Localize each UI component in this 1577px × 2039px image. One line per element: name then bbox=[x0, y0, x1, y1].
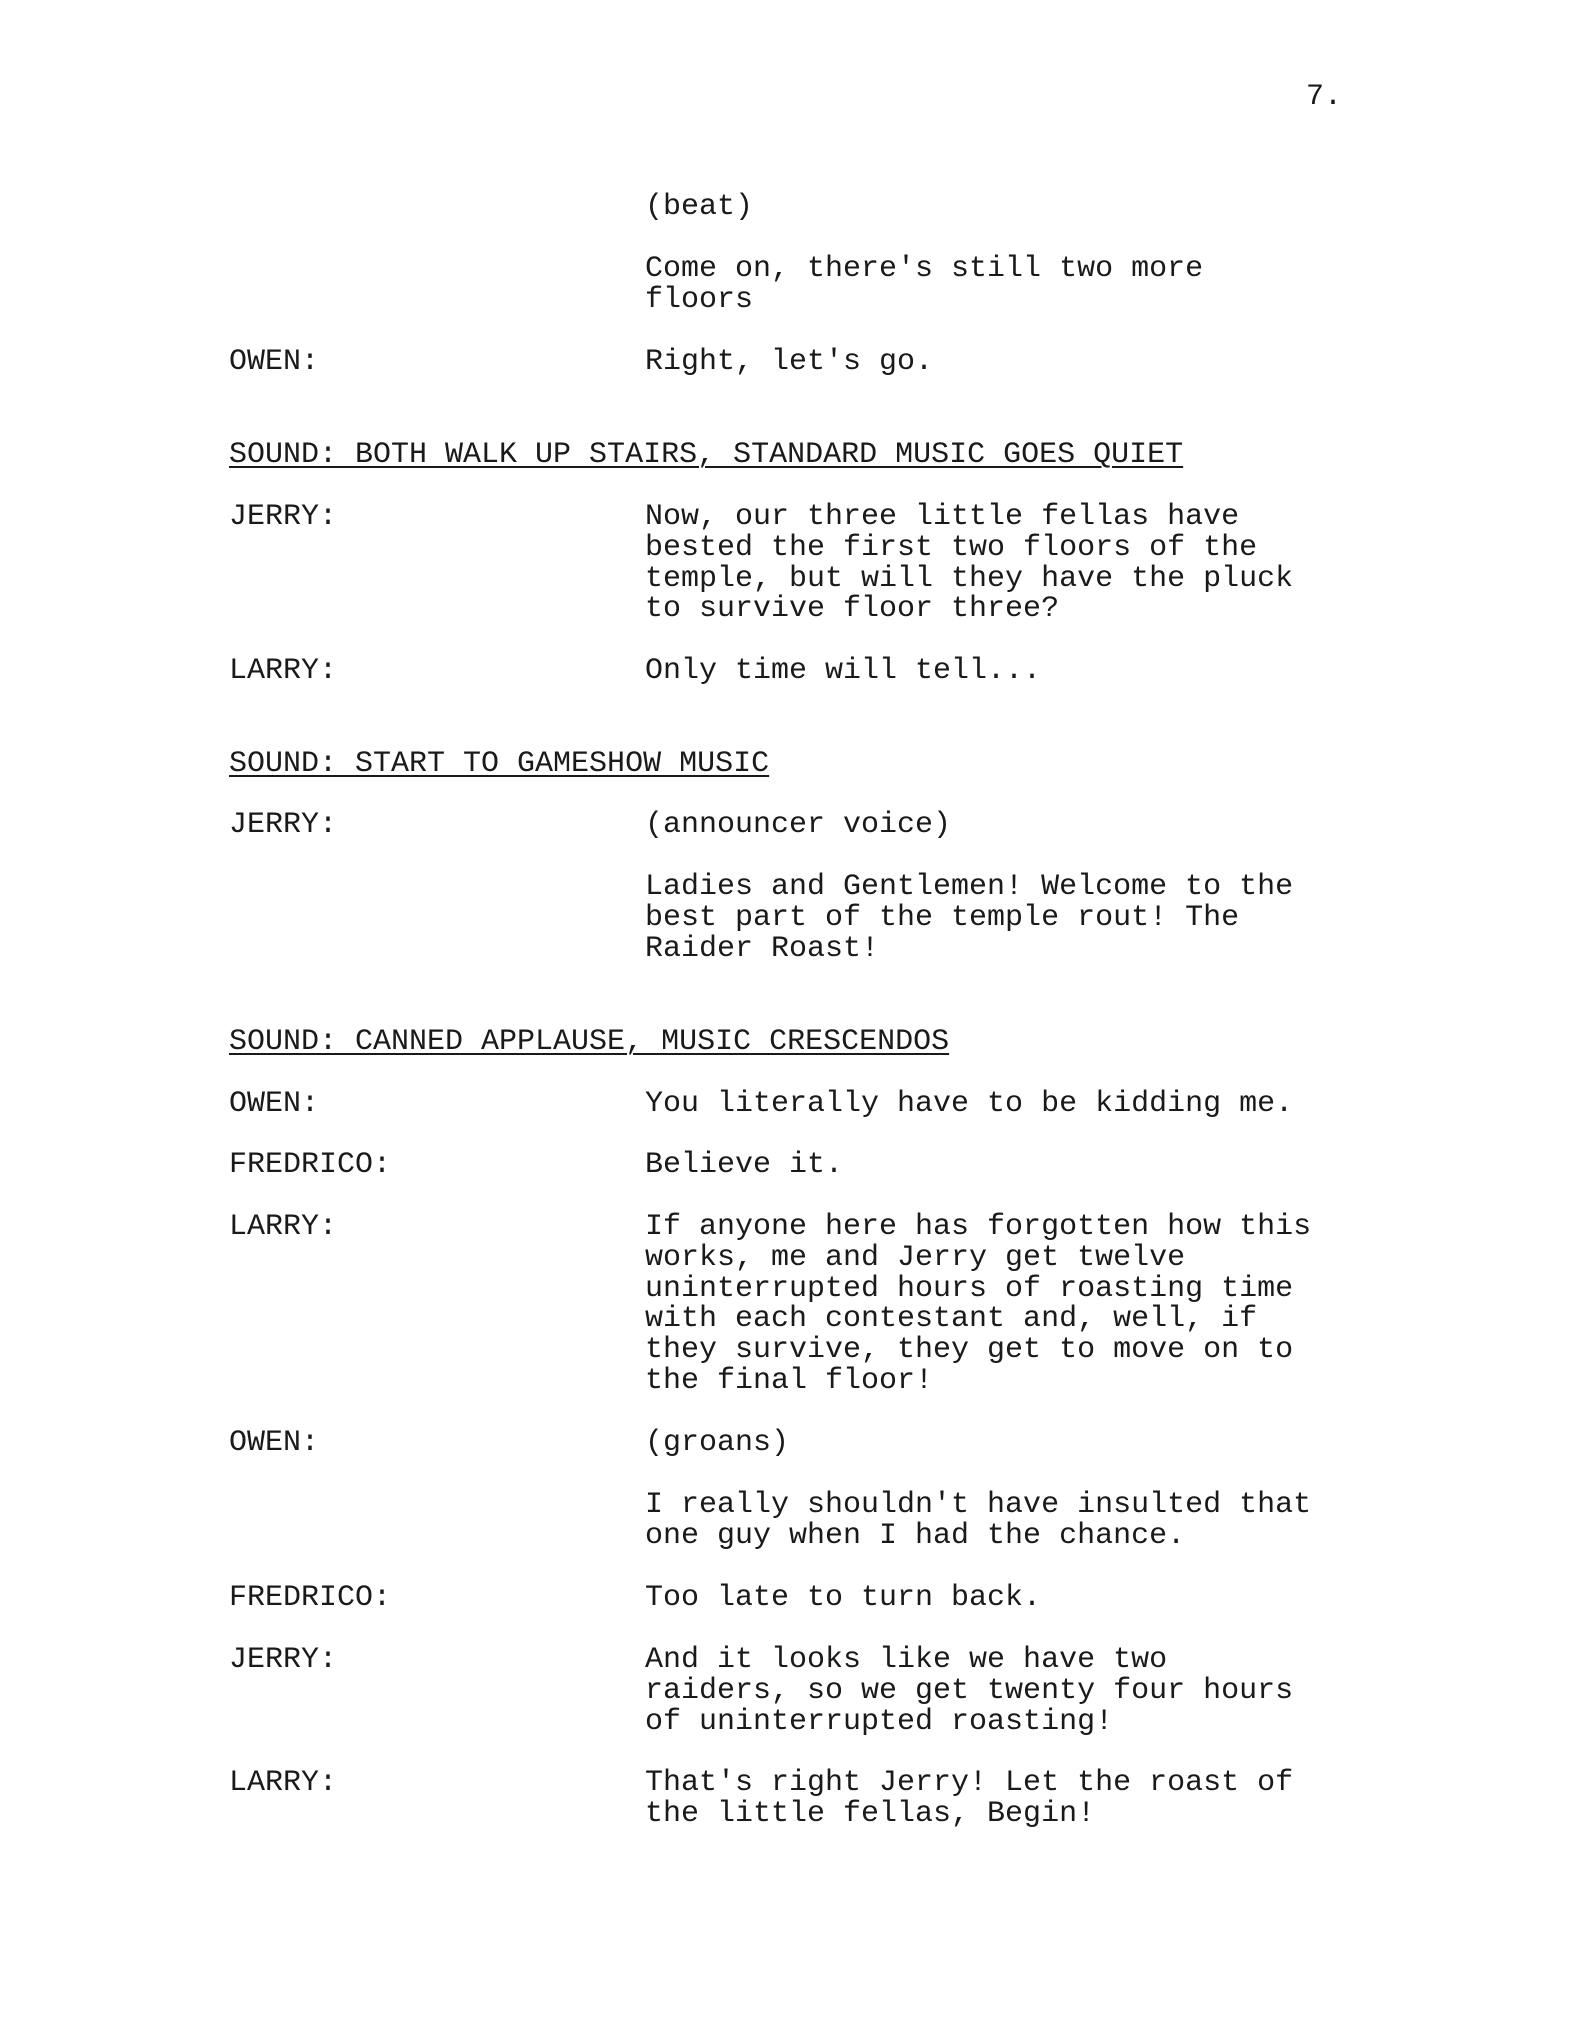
page-number: 7. bbox=[1306, 80, 1343, 114]
speaker-owen: OWEN: bbox=[229, 345, 320, 379]
speaker-jerry: JERRY: bbox=[229, 808, 338, 842]
speaker-owen: OWEN: bbox=[229, 1426, 320, 1460]
speaker-fredrico: FREDRICO: bbox=[229, 1148, 392, 1182]
dialogue-line: Ladies and Gentlemen! Welcome to the best part of the temple rout! The Raider Roast! bbox=[645, 870, 1294, 966]
dialogue-line: Only time will tell... bbox=[645, 654, 1042, 688]
speaker-larry: LARRY: bbox=[229, 1766, 338, 1800]
sound-cue: SOUND: BOTH WALK UP STAIRS, STANDARD MUSIC GOES QUIET bbox=[229, 438, 1184, 472]
speaker-jerry: JERRY: bbox=[229, 1643, 338, 1677]
dialogue-line: Right, let's go. bbox=[645, 345, 934, 379]
speaker-larry: LARRY: bbox=[229, 1210, 338, 1244]
sound-cue: SOUND: START TO GAMESHOW MUSIC bbox=[229, 747, 770, 781]
speaker-fredrico: FREDRICO: bbox=[229, 1581, 392, 1615]
dialogue-line: Come on, there's still two more floors bbox=[645, 252, 1204, 317]
dialogue-line: That's right Jerry! Let the roast of the little fellas, Begin! bbox=[645, 1766, 1294, 1831]
speaker-owen: OWEN: bbox=[229, 1087, 320, 1121]
sound-cue: SOUND: CANNED APPLAUSE, MUSIC CRESCENDOS bbox=[229, 1025, 950, 1059]
dialogue-line: And it looks like we have two raiders, so we get twenty four hours of uninterrupted roasting! bbox=[645, 1643, 1294, 1739]
speaker-jerry: JERRY: bbox=[229, 500, 338, 534]
dialogue-line: If anyone here has forgotten how this works, me and Jerry get twelve uninterrupted hours of roasting time with each contestant and, well, if they survive, they get to move on to the final floor! bbox=[645, 1210, 1312, 1398]
parenthetical-groans: (groans) bbox=[645, 1426, 790, 1460]
dialogue-line: You literally have to be kidding me. bbox=[645, 1087, 1294, 1121]
speaker-larry: LARRY: bbox=[229, 654, 338, 688]
parenthetical-announcer-voice: (announcer voice) bbox=[645, 808, 952, 842]
dialogue-line: Now, our three little fellas have bested the first two floors of the temple, but will they have the pluck to survive floor three? bbox=[645, 500, 1294, 627]
dialogue-line: Too late to turn back. bbox=[645, 1581, 1042, 1615]
dialogue-line: I really shouldn't have insulted that one guy when I had the chance. bbox=[645, 1488, 1312, 1553]
parenthetical-beat: (beat) bbox=[645, 190, 754, 224]
dialogue-line: Believe it. bbox=[645, 1148, 844, 1182]
